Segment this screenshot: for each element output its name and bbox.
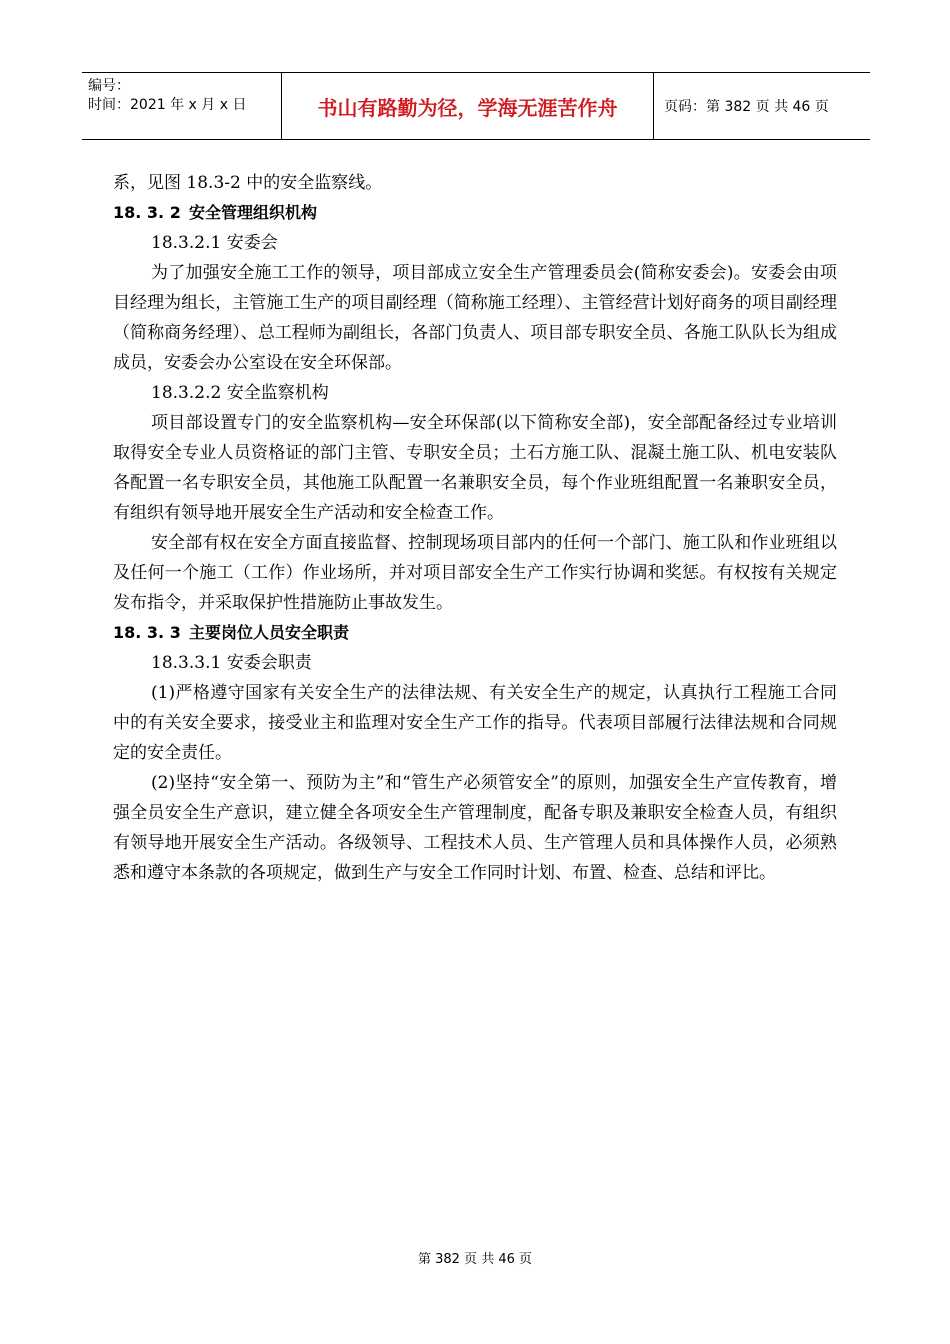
paragraph: (2)坚持“安全第一、预防为主”和“管生产必须管安全”的原则，加强安全生产宣传教育，增强全员安全生产意识，建立健全各项安全生产管理制度，配备专职及兼职安全检查人员，有组织有领导地开展安全生产活动。各级领导、工程技术人员、生产管理人员和具体操作人员，必须熟悉和遵守本条款的各项规定，做到生产与安全工作同时计划、布置、检查、总结和评比。 (113, 773, 837, 883)
header-page-info: 页码：第 382 页 共 46 页 (664, 99, 829, 115)
date-line: 时间：2021 年 x 月 x 日 (88, 97, 247, 113)
section-title: 主要岗位人员安全职责 (189, 623, 350, 642)
section-number: 18. 3. 2 (113, 203, 181, 222)
page-footer: 第 382 页 共 46 页 (417, 1252, 533, 1267)
header-motto: 书山有路勤为径，学海无涯苦作舟 (282, 73, 654, 139)
paragraph: 系，见图 18.3-2 中的安全监察线。 (113, 173, 383, 193)
paragraph: (1)严格遵守国家有关安全生产的法律法规、有关安全生产的规定，认真执行工程施工合同中的有关安全要求，接受业主和监理对安全生产工作的指导。代表项目部履行法律法规和合同规定的安全责任。 (113, 683, 837, 763)
paragraph: 为了加强安全施工工作的领导，项目部成立安全生产管理委员会(简称安委会)。安委会由项目经理为组长，主管施工生产的项目副经理（简称施工经理）、主管经营计划好商务的项目副经理（简称商务经理）、总工程师为副组长，各部门负责人、项目部专职安全员、各施工队队长为组成成员，安委会办公室设在安全环保部。 (113, 263, 837, 373)
subsection-heading: 18.3.2.1 安委会 (151, 233, 278, 253)
page-header (82, 72, 870, 140)
document-body (113, 168, 837, 888)
section-heading (113, 198, 837, 228)
section-number: 18. 3. 3 (113, 623, 181, 642)
subsection-heading: 18.3.3.1 安委会职责 (151, 653, 312, 673)
header-meta (82, 73, 282, 139)
number-label: 编号： (88, 78, 130, 94)
paragraph: 项目部设置专门的安全监察机构—安全环保部(以下简称安全部)，安全部配备经过专业培训取得安全专业人员资格证的部门主管、专职安全员；土石方施工队、混凝土施工队、机电安装队各配置一名专职安全员，其他施工队配置一名兼职安全员，每个作业班组配置一名兼职安全员，有组织有领导地开展安全生产活动和安全检查工作。 (113, 413, 837, 523)
section-title: 安全管理组织机构 (189, 203, 318, 222)
section-heading (113, 618, 837, 648)
subsection-heading: 18.3.2.2 安全监察机构 (151, 383, 329, 403)
paragraph: 安全部有权在安全方面直接监督、控制现场项目部内的任何一个部门、施工队和作业班组以及任何一个施工（工作）作业场所，并对项目部安全生产工作实行协调和奖惩。有权按有关规定发布指令，并采取保护性措施防止事故发生。 (113, 533, 837, 613)
